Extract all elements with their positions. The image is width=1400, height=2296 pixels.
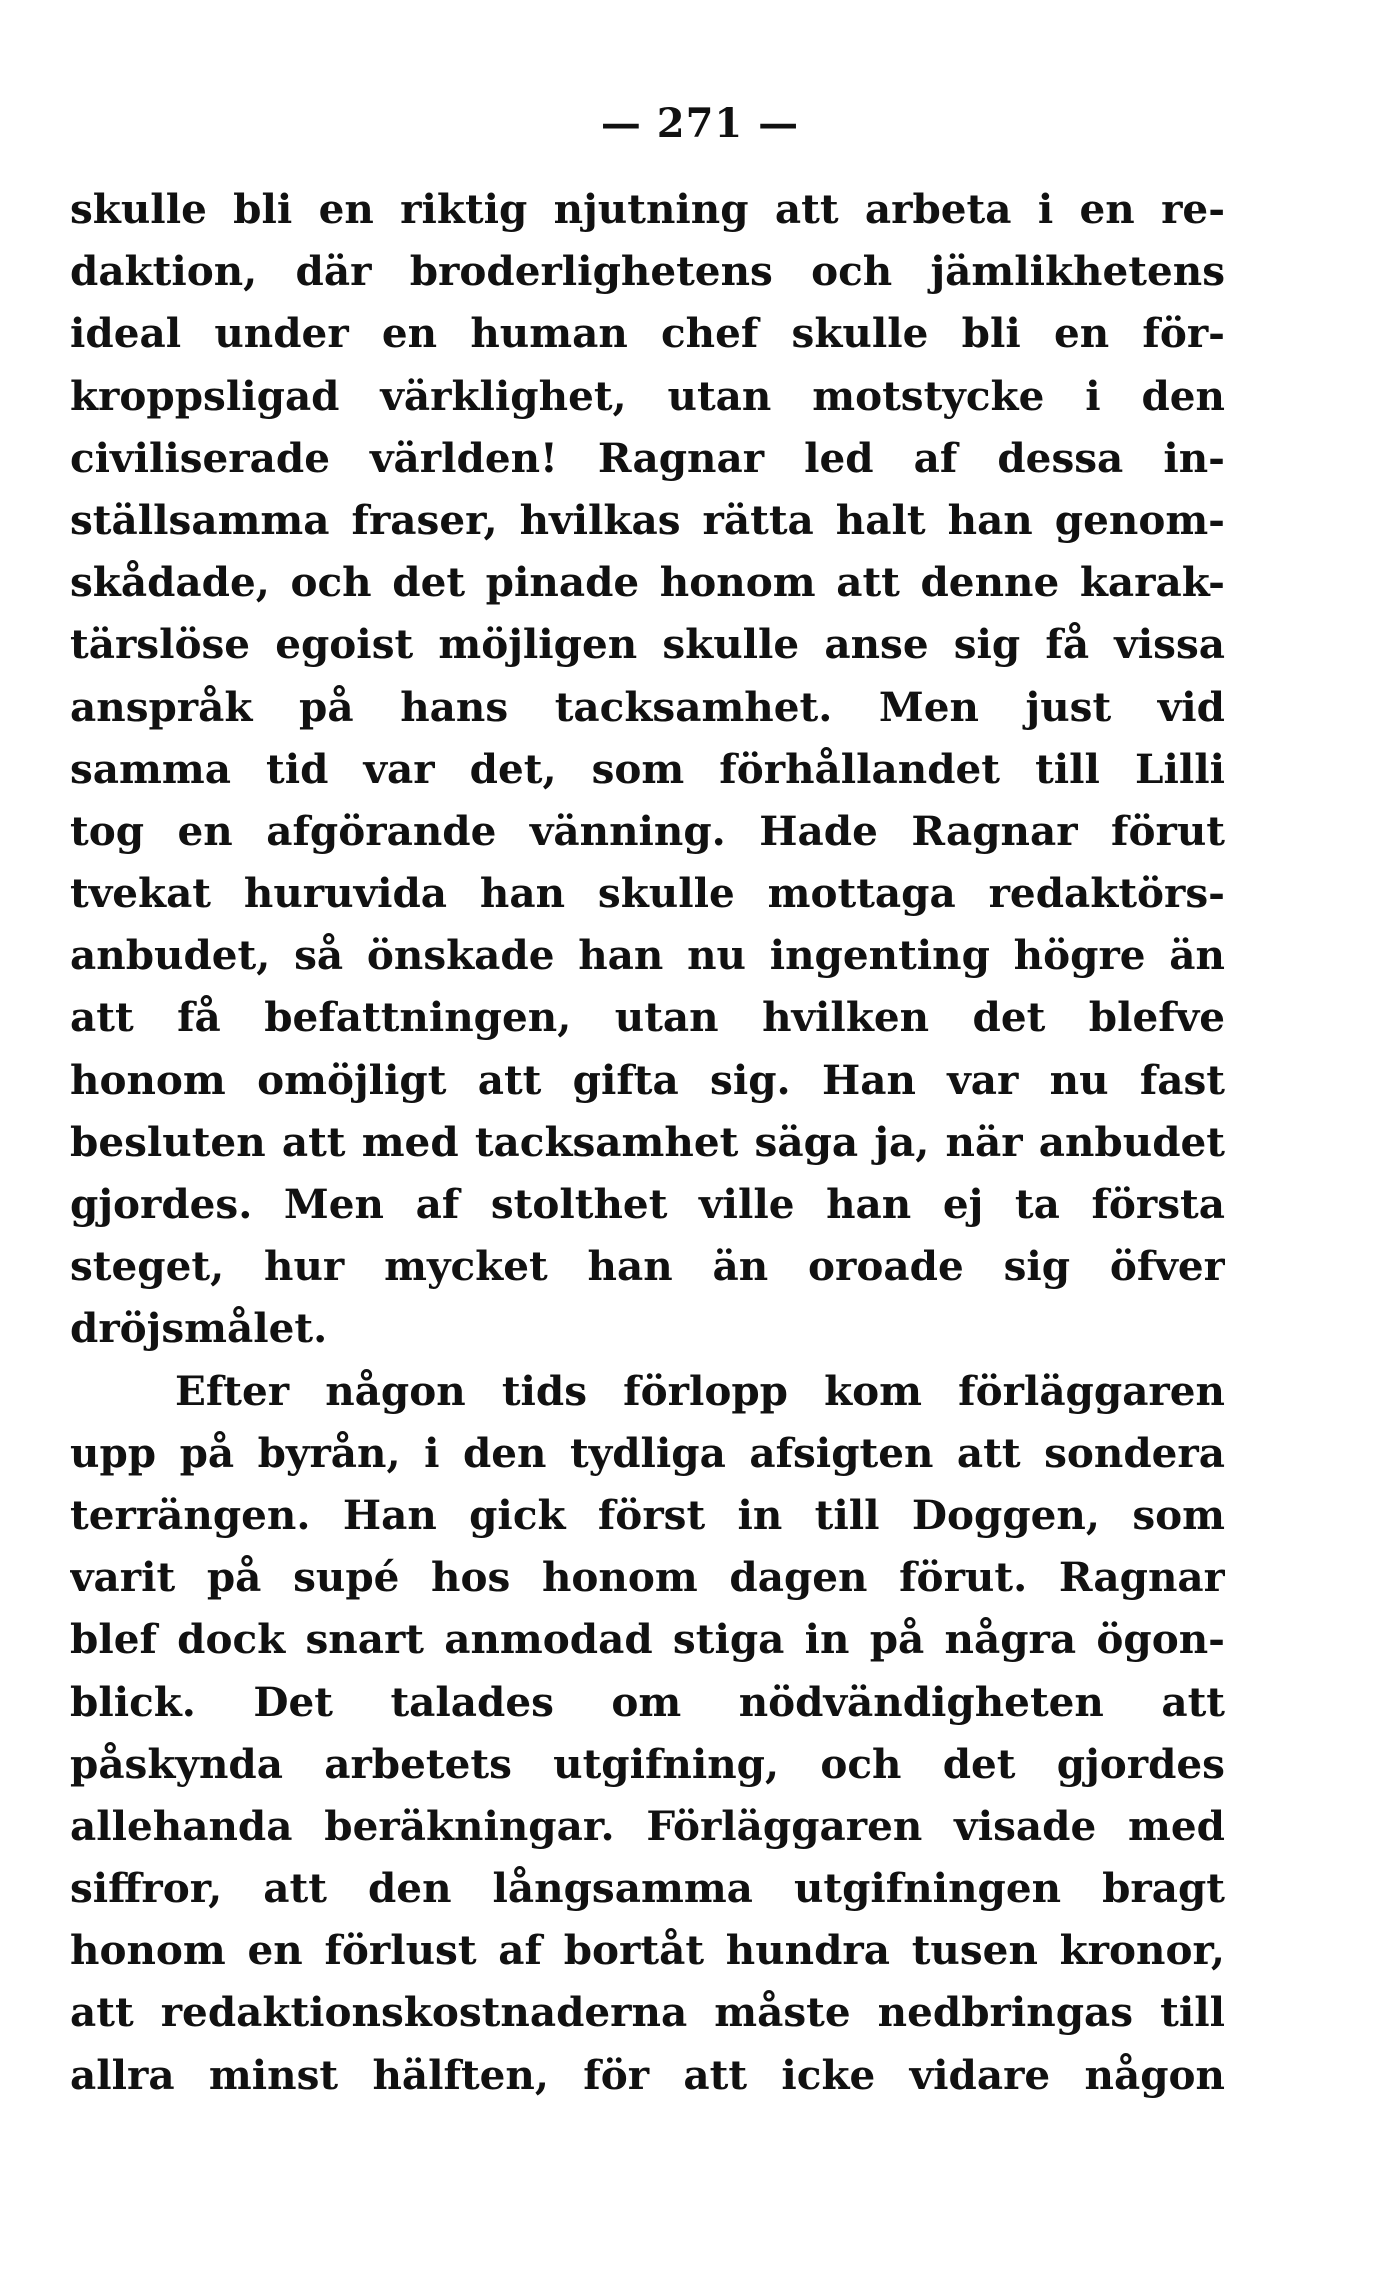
text-line: ideal under en human chef skulle bli en för- [70,309,1225,358]
text-line: att få befattningen, utan hvilken det blefve [70,993,1225,1042]
text-line: skådade, och det pinade honom att denne karak- [70,558,1225,607]
text-line: besluten att med tacksamhet säga ja, när anbudet [70,1117,1225,1166]
text-line: tärslöse egoist möjligen skulle anse sig få vissa [70,620,1225,669]
paragraph-start-line: Efter någon tids förlopp kom förläggaren [175,1366,1225,1415]
text-line: att redaktionskostnaderna måste nedbringas till [70,1988,1225,2037]
page-number: — 271 — [600,100,800,147]
text-line: gjordes. Men af stolthet ville han ej ta första [70,1180,1225,1228]
text-line: ställsamma fraser, hvilkas rätta halt han genom- [70,495,1225,544]
text-line: tvekat huruvida han skulle mottaga redaktörs- [70,869,1225,918]
text-line: påskynda arbetets utgifning, och det gjordes [70,1739,1225,1788]
text-line: allra minst hälften, för att icke vidare någon [70,2050,1225,2099]
text-line: anspråk på hans tacksamhet. Men just vid [70,682,1225,731]
text-line: varit på supé hos honom dagen förut. Ragnar [70,1553,1225,1602]
text-line: anbudet, så önskade han nu ingenting högre än [70,931,1225,980]
text-line: honom en förlust af bortåt hundra tusen kronor, [70,1926,1225,1975]
paragraph-end-line: dröjsmålet. [70,1304,328,1353]
text-line: blef dock snart anmodad stiga in på några ögon- [70,1615,1225,1664]
text-line: samma tid var det, som förhållandet till Lilli [70,744,1225,793]
text-line: upp på byrån, i den tydliga afsigten att sondera [70,1428,1225,1477]
text-line: blick. Det talades om nödvändigheten att [70,1677,1225,1726]
text-line: civiliserade världen! Ragnar led af dessa in- [70,433,1225,482]
text-line: skulle bli en riktig njutning att arbeta i en re- [70,185,1225,233]
body-text [70,178,1225,2106]
text-line: allehanda beräkningar. Förläggaren visade med [70,1801,1225,1850]
text-line: terrängen. Han gick först in till Doggen, som [70,1490,1225,1539]
text-line: steget, hur mycket han än oroade sig öfver [70,1242,1225,1291]
text-line: honom omöjligt att gifta sig. Han var nu fast [70,1055,1225,1104]
text-line: kroppsligad värklighet, utan motstycke i den [70,371,1225,420]
text-line: siffror, att den långsamma utgifningen bragt [70,1864,1225,1913]
text-line: tog en afgörande vänning. Hade Ragnar förut [70,806,1225,855]
text-line: daktion, där broderlighetens och jämlikhetens [70,247,1225,296]
